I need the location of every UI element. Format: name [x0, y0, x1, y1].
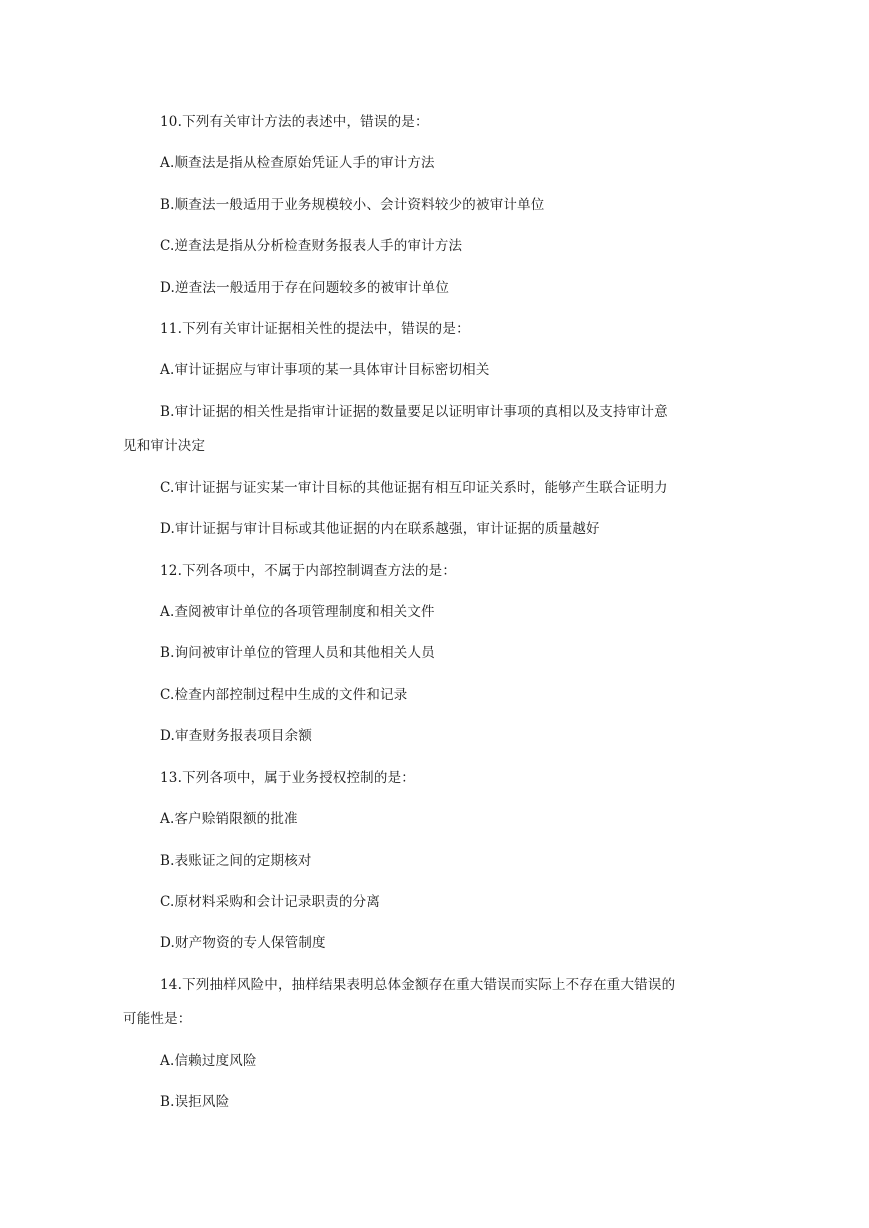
- question-11-stem: 11.下列有关审计证据相关性的提法中，错误的是：: [160, 321, 470, 337]
- question-12-stem: 12.下列各项中，不属于内部控制调查方法的是：: [160, 563, 457, 579]
- question-14-stem-continuation: 可能性是：: [123, 1011, 192, 1027]
- question-12-option-b: B.询问被审计单位的管理人员和其他相关人员: [160, 645, 435, 661]
- question-13-option-c: C.原材料采购和会计记录职责的分离: [160, 894, 381, 910]
- question-11-option-d: D.审计证据与审计目标或其他证据的内在联系越强，审计证据的质量越好: [160, 521, 600, 537]
- question-12-option-a: A.查阅被审计单位的各项管理制度和相关文件: [160, 604, 435, 620]
- question-11-option-c: C.审计证据与证实某一审计目标的其他证据有相互印证关系时，能够产生联合证明力: [160, 480, 668, 496]
- question-14-option-a: A.信赖过度风险: [160, 1053, 257, 1069]
- question-10-option-d: D.逆查法一般适用于存在问题较多的被审计单位: [160, 280, 450, 296]
- question-11-option-b-continuation: 见和审计决定: [123, 438, 206, 454]
- question-12-option-d: D.审查财务报表项目余额: [160, 728, 313, 744]
- question-11-option-b: B.审计证据的相关性是指审计证据的数量要足以证明审计事项的真相以及支持审计意: [160, 404, 668, 420]
- question-10-option-c: C.逆查法是指从分析检查财务报表人手的审计方法: [160, 238, 463, 254]
- question-10-option-b: B.顺查法一般适用于业务规模较小、会计资料较少的被审计单位: [160, 197, 545, 213]
- question-10-option-a: A.顺查法是指从检查原始凭证人手的审计方法: [160, 155, 435, 171]
- question-13-option-b: B.表账证之间的定期核对: [160, 853, 312, 869]
- question-13-option-d: D.财产物资的专人保管制度: [160, 935, 326, 951]
- question-14-stem: 14.下列抽样风险中，抽样结果表明总体金额存在重大错误而实际上不存在重大错误的: [160, 977, 676, 993]
- question-12-option-c: C.检查内部控制过程中生成的文件和记录: [160, 687, 408, 703]
- question-10-stem: 10.下列有关审计方法的表述中，错误的是：: [160, 114, 429, 130]
- question-13-option-a: A.客户赊销限额的批准: [160, 811, 298, 827]
- question-14-option-b: B.误拒风险: [160, 1094, 230, 1110]
- question-13-stem: 13.下列各项中，属于业务授权控制的是：: [160, 770, 415, 786]
- question-11-option-a: A.审计证据应与审计事项的某一具体审计目标密切相关: [160, 362, 490, 378]
